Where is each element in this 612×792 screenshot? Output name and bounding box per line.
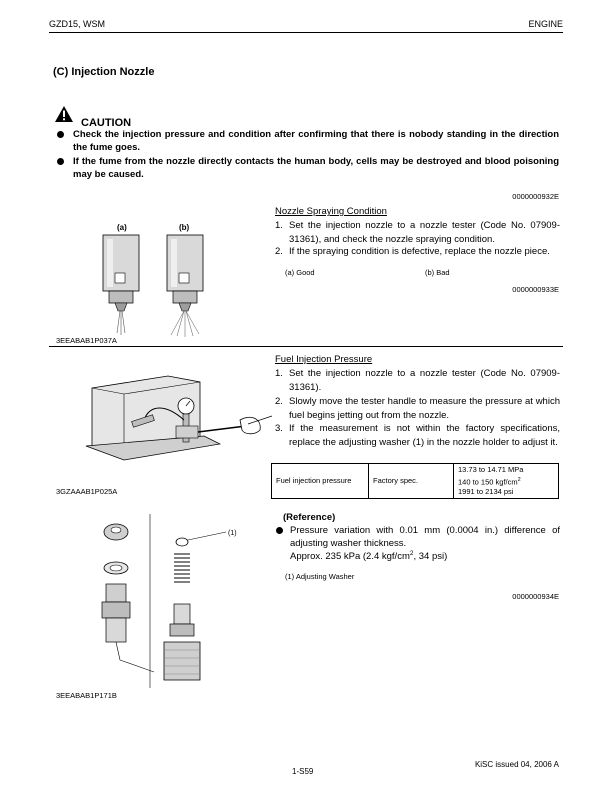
warning-icon — [55, 106, 73, 122]
spec-value — [454, 464, 559, 499]
spec-item: Fuel injection pressure — [272, 464, 369, 499]
reference-text: Pressure variation with 0.01 mm (0.0004 in.) difference of adjusting washer thickness. — [290, 525, 560, 549]
step-number: 2. — [275, 246, 283, 257]
reference-heading: (Reference) — [283, 512, 336, 523]
spec-value-kgf-sup: 2 — [517, 476, 521, 483]
reference-approx-sup: 2 — [409, 550, 414, 557]
fuel-injection-heading: Fuel Injection Pressure — [275, 354, 373, 365]
bullet-icon — [276, 527, 283, 534]
footer-page-number: 1-S59 — [292, 767, 314, 776]
bullet-icon — [57, 131, 64, 138]
caution-code: 0000000932E — [512, 192, 559, 201]
step-text: If the spraying condition is defective, replace the nozzle piece. — [289, 246, 550, 257]
figure-code-washer: 3EEABAB1P171B — [56, 691, 117, 700]
spec-row — [272, 464, 559, 499]
spec-table — [271, 463, 559, 499]
step-number: 2. — [275, 396, 283, 407]
nozzle-tester-figure — [84, 364, 274, 476]
reference-approx-b: , 34 psi) — [413, 551, 448, 563]
spec-kind: Factory spec. — [369, 464, 454, 499]
step-number: 1. — [275, 220, 283, 231]
adjusting-washer-figure — [94, 512, 244, 690]
header-rule — [49, 32, 563, 33]
figure-code-tester: 3GZAAAB1P025A — [56, 487, 118, 496]
reference-approx-a: Approx. 235 kPa (2.4 kgf/cm — [290, 551, 410, 563]
step-number: 1. — [275, 368, 283, 379]
nozzle-spray-figure — [95, 215, 215, 340]
step-text: Set the injection nozzle to a nozzle tester (Code No. 07909-31361), and check the nozzle spraying condition. — [289, 220, 560, 245]
header-section-name: ENGINE — [528, 19, 563, 29]
figure-code-spray: 3EEABAB1P037A — [56, 336, 117, 345]
reference-code: 0000000934E — [512, 592, 559, 601]
nozzle-spraying-heading: Nozzle Spraying Condition — [275, 206, 387, 217]
bullet-icon — [57, 158, 64, 165]
callout-adjusting-washer: (1) Adjusting Washer — [285, 572, 355, 581]
legend-bad: (b) Bad — [425, 268, 450, 277]
section-divider-1 — [49, 346, 563, 347]
step-text: Set the injection nozzle to a nozzle tester (Code No. 07909-31361). — [289, 368, 560, 393]
caution-text-1: Check the injection pressure and condition after confirming that there is nobody standing in the direction the fume goes. — [73, 129, 559, 153]
legend-good: (a) Good — [285, 268, 315, 277]
header-manual-code: GZD15, WSM — [49, 19, 106, 29]
spec-value-kgf-text: 140 to 150 kgf/cm — [458, 477, 518, 487]
fig-label-b: (b) — [179, 223, 190, 232]
section-title: (C) Injection Nozzle — [53, 66, 155, 78]
caution-text-2: If the fume from the nozzle directly contacts the human body, cells may be destroyed and blood poisoning may be caused. — [73, 156, 559, 180]
fig-label-a: (a) — [117, 223, 127, 232]
reference-approx — [290, 550, 447, 562]
spec-value-mpa: 13.73 to 14.71 MPa — [458, 464, 524, 474]
spray-code: 0000000933E — [512, 285, 559, 294]
step-text: Slowly move the tester handle to measure the pressure at which fuel begins jetting out from the nozzle. — [289, 396, 560, 421]
spec-value-kgf — [458, 475, 554, 488]
spec-value-psi: 1991 to 2134 psi — [458, 487, 514, 497]
step-number: 3. — [275, 423, 283, 434]
caution-label: CAUTION — [81, 117, 132, 129]
footer-issued: KiSC issued 04, 2006 A — [474, 760, 559, 769]
fig-callout-1: (1) — [228, 530, 237, 537]
step-text: If the measurement is not within the factory specifications, replace the adjusting washer (1) in the nozzle holder to adjust it. — [289, 423, 560, 448]
